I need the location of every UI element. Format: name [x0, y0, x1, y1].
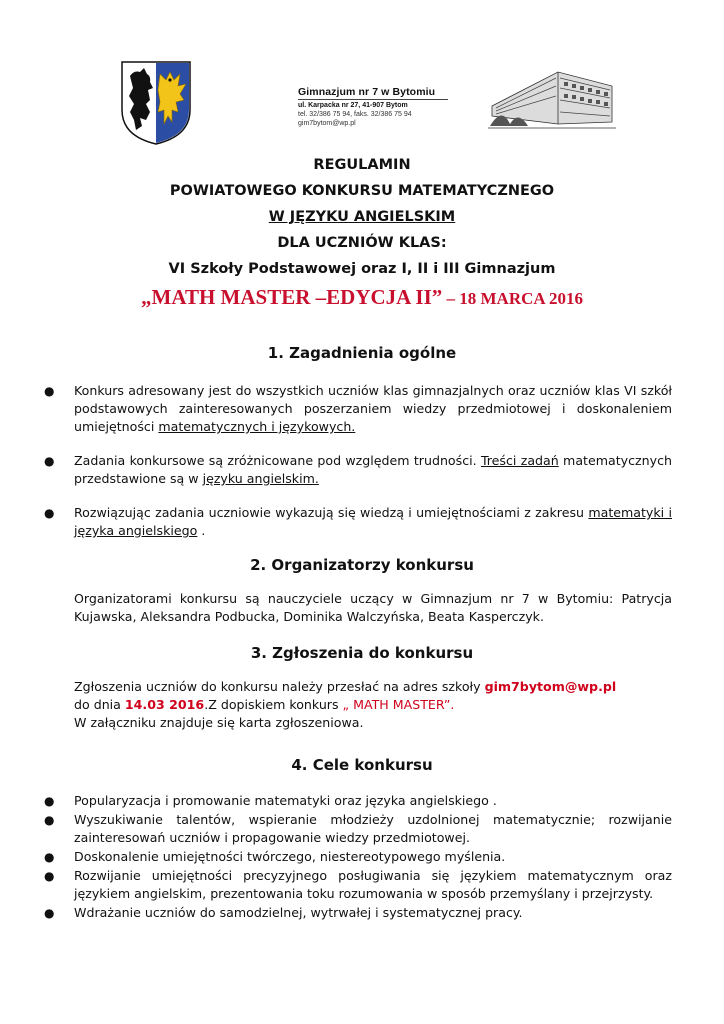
section-heading-general: 1. Zagadnienia ogólne: [267, 344, 457, 362]
section-heading-organizers: 2. Organizatorzy konkursu: [250, 556, 474, 574]
school-name: Gimnazjum nr 7 w Bytomiu: [298, 86, 436, 98]
list-item: [44, 792, 672, 810]
title-language: W JĘZYKU ANGIELSKIM: [268, 209, 456, 225]
general-rules-list: [44, 382, 672, 556]
bullet-dot-icon: ●: [44, 906, 55, 920]
title-regulamin: REGULAMIN: [313, 157, 411, 173]
contest-name: „MATH MASTER –EDYCJA II”: [141, 285, 443, 309]
list-item-text: .: [197, 523, 206, 538]
registration-line-3: W załączniku znajduje się karta zgłoszeniowa.: [74, 715, 364, 730]
title-contest-type: POWIATOWEGO KONKURSU MATEMATYCZNEGO: [169, 183, 555, 199]
organizers-text: Organizatorami konkursu są nauczyciele uczący w Gimnazjum nr 7 w Bytomiu: Patrycja Kujawska, Aleksandra Podbucka, Dominika Walczyńska, Beata Kasperczyk.: [74, 591, 672, 624]
registration-text: [74, 678, 672, 732]
school-building-icon: [488, 66, 616, 130]
list-item-underlined: matematyki i języka angielskiego: [74, 505, 672, 538]
registration-text-part: do dnia: [74, 697, 125, 712]
list-item-text: Wdrażanie uczniów do samodzielnej, wytrwałej i systematycznej pracy.: [74, 905, 523, 920]
document-title: [0, 152, 724, 314]
list-item-text: Popularyzacja i promowanie matematyki oraz języka angielskiego .: [74, 793, 497, 808]
registration-text-part: .Z dopiskiem konkurs: [204, 697, 343, 712]
list-item: [44, 867, 672, 903]
header-divider: [298, 99, 448, 100]
school-phone: tel. 32/386 75 94, faks. 32/386 75 94: [298, 111, 412, 118]
list-item-text: Rozwiązując zadania uczniowie wykazują się wiedzą i umiejętnościami z zakresu: [74, 505, 589, 520]
bullet-dot-icon: ●: [44, 794, 55, 808]
bullet-dot-icon: ●: [44, 850, 55, 864]
list-item-text: matematycznych przedstawione są w: [74, 453, 672, 486]
list-item-text: Rozwijanie umiejętności precyzyjnego posługiwania się językiem matematycznym oraz językiem angielskim, prezentowania toku rozumowania w sposób przemyślany i przejrzysty.: [74, 868, 672, 901]
registration-line-2: [74, 696, 672, 714]
bullet-dot-icon: ●: [44, 454, 55, 468]
contest-date: – 18 MARCA 2016: [442, 289, 583, 308]
list-item: [44, 382, 672, 436]
registration-tag: „ MATH MASTER”.: [342, 697, 455, 712]
list-item-underlined: Treści zadań: [480, 453, 559, 468]
list-item: [44, 848, 672, 866]
list-item-text: Konkurs adresowany jest do wszystkich uczniów klas gimnazjalnych oraz uczniów klas VI szkół podstawowych zainteresowanych poszerzaniem wiedzy przedmiotowej i doskonaleniem umiejętności: [74, 383, 672, 434]
list-item-text: Wyszukiwanie talentów, wspieranie młodzieży uzdolnionej matematycznie; rozwijanie zainteresowań uczniów i propagowanie wiedzy przedmiotowej.: [74, 812, 672, 845]
title-contest-name: [0, 282, 724, 314]
registration-line-1: [74, 678, 672, 696]
list-item-text: Doskonalenie umiejętności twórczego, niestereotypowego myślenia.: [74, 849, 506, 864]
list-item: [44, 811, 672, 847]
list-item-underlined: matematycznych i językowych.: [158, 419, 356, 434]
school-header: [298, 86, 468, 128]
registration-deadline: 14.03 2016: [124, 697, 205, 712]
registration-email[interactable]: gim7bytom@wp.pl: [484, 679, 617, 694]
list-item: [44, 904, 672, 922]
list-item-text: Zadania konkursowe są zróżnicowane pod względem trudności.: [74, 453, 481, 468]
list-item: [44, 452, 672, 488]
title-classes: VI Szkoły Podstawowej oraz I, II i III Gimnazjum: [168, 261, 556, 277]
school-email: gim7bytom@wp.pl: [298, 120, 356, 127]
section-heading-goals: 4. Cele konkursu: [291, 756, 433, 774]
title-audience: DLA UCZNIÓW KLAS:: [277, 235, 447, 251]
list-item-underlined: języku angielskim.: [202, 471, 319, 486]
registration-text-part: Zgłoszenia uczniów do konkursu należy przesłać na adres szkoły: [74, 679, 485, 694]
bullet-dot-icon: ●: [44, 506, 55, 520]
bullet-dot-icon: ●: [44, 869, 55, 883]
coat-of-arms-icon: [120, 60, 192, 146]
list-item: [44, 504, 672, 540]
bullet-dot-icon: ●: [44, 384, 55, 398]
school-address: ul. Karpacka nr 27, 41-907 Bytom: [298, 102, 408, 109]
section-heading-registration: 3. Zgłoszenia do konkursu: [250, 644, 474, 662]
bullet-dot-icon: ●: [44, 813, 55, 827]
goals-list: [44, 792, 672, 923]
